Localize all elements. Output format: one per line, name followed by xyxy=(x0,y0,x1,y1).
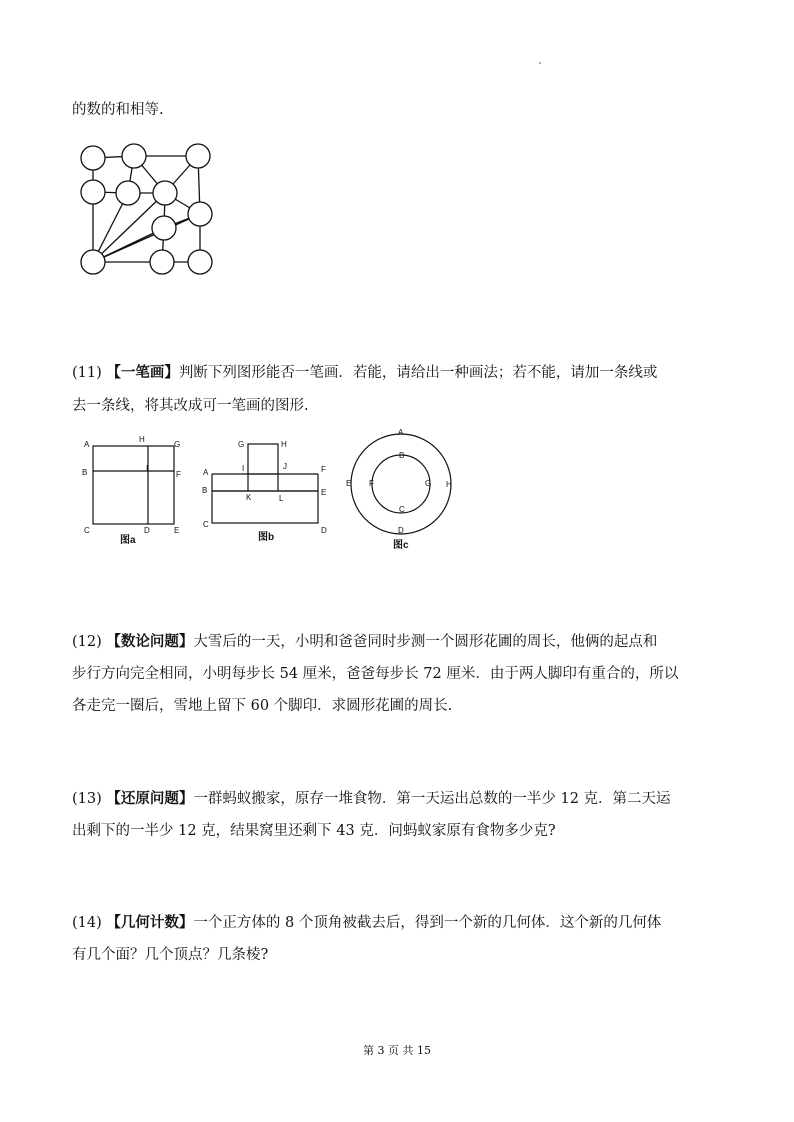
q14-tag: 【几何计数】 xyxy=(106,915,194,931)
page-footer: 第 3 页 共 15 xyxy=(363,1044,431,1057)
graph-node xyxy=(122,144,146,168)
graph-node xyxy=(153,181,177,205)
fig-b-label: H xyxy=(281,440,287,449)
q13-tag: 【还原问题】 xyxy=(106,791,194,807)
fig-a-label: G xyxy=(174,440,181,449)
q11-tag: 【一笔画】 xyxy=(106,365,179,381)
fig-c-label: A xyxy=(398,428,404,437)
fig-b-label: F xyxy=(321,465,326,474)
fig-c-label: E xyxy=(346,479,352,488)
q13-number: (13) xyxy=(72,791,102,807)
fig-b-label: B xyxy=(202,486,208,495)
fig-b-label: E xyxy=(321,488,327,497)
fig-a-label: I xyxy=(146,464,149,473)
figure-c xyxy=(343,426,458,556)
q14-line2: 有几个面？几个顶点？几条棱? xyxy=(72,947,269,963)
graph-node xyxy=(188,202,212,226)
graph-node xyxy=(81,250,105,274)
q12-line1 xyxy=(72,632,657,652)
fig-a-label: F xyxy=(176,470,181,479)
q13-line2: 出剩下的一半少 12 克，结果窝里还剩下 43 克．问蚂蚁家原有食物多少克? xyxy=(72,823,556,839)
continuation-text: 的数的和相等. xyxy=(72,102,164,118)
graph-node xyxy=(188,250,212,274)
fig-b-label: I xyxy=(242,464,245,473)
fig-c-label: C xyxy=(399,505,405,514)
fig-c-label: H xyxy=(446,480,452,489)
fig-a-label: D xyxy=(144,526,150,535)
fig-b-label: A xyxy=(203,468,209,477)
fig-a-label: H xyxy=(139,435,145,444)
graph-node xyxy=(150,250,174,274)
graph-nodes xyxy=(81,144,212,274)
q11-line2: 去一条线，将其改成可一笔画的图形. xyxy=(72,398,309,414)
q14-line1 xyxy=(72,913,661,933)
fig-a-label: E xyxy=(174,526,180,535)
q13-line1 xyxy=(72,789,671,809)
q11-text-1: 判断下列图形能否一笔画．若能，请给出一种画法；若不能，请加一条线或 xyxy=(178,365,658,381)
graph-node xyxy=(152,216,176,240)
graph-node xyxy=(81,146,105,170)
q12-line3: 各走完一圈后，雪地上留下 60 个脚印．求圆形花圃的周长. xyxy=(72,698,453,714)
graph-node xyxy=(186,144,210,168)
fig-c-caption: 图c xyxy=(393,540,409,551)
q11-number: (11) xyxy=(72,365,102,381)
fig-a-caption: 图a xyxy=(120,535,136,546)
q14-text-1: 一个正方体的 8 个顶角被截去后，得到一个新的几何体．这个新的几何体 xyxy=(193,915,662,931)
fig-a-label: A xyxy=(84,440,90,449)
fig-c-label: F xyxy=(369,479,374,488)
q13-text-1: 一群蚂蚁搬家，原存一堆食物．第一天运出总数的一半少 12 克．第二天运 xyxy=(193,791,671,807)
fig-b-label: K xyxy=(246,493,252,502)
q12-number: (12) xyxy=(72,634,102,650)
fig-a-label: C xyxy=(84,526,90,535)
fig-b-label: L xyxy=(279,494,284,503)
q14-number: (14) xyxy=(72,915,102,931)
fig-b-label: J xyxy=(283,462,287,471)
fig-c-label: G xyxy=(425,479,432,488)
q11-line1 xyxy=(72,363,657,383)
circle-graph-figure xyxy=(72,138,222,283)
fig-c-label: D xyxy=(398,526,404,535)
graph-node xyxy=(81,180,105,204)
figure-b xyxy=(198,432,343,547)
fig-b-label: D xyxy=(321,526,327,535)
fig-b-caption: 图b xyxy=(258,532,275,543)
q12-line2: 步行方向完全相同，小明每步长 54 厘米，爸爸每步长 72 厘米．由于两人脚印有重合的，所以 xyxy=(72,666,679,682)
fig-a-label: B xyxy=(82,468,88,477)
scan-speck xyxy=(539,62,541,64)
fig-c-label: B xyxy=(399,451,405,460)
q12-text-1: 大雪后的一天，小明和爸爸同时步测一个圆形花圃的周长，他俩的起点和 xyxy=(193,634,658,650)
fig-b-label: C xyxy=(203,520,209,529)
graph-node xyxy=(116,181,140,205)
figure-a xyxy=(80,432,190,547)
q12-tag: 【数论问题】 xyxy=(106,634,194,650)
fig-b-label: G xyxy=(238,440,245,449)
